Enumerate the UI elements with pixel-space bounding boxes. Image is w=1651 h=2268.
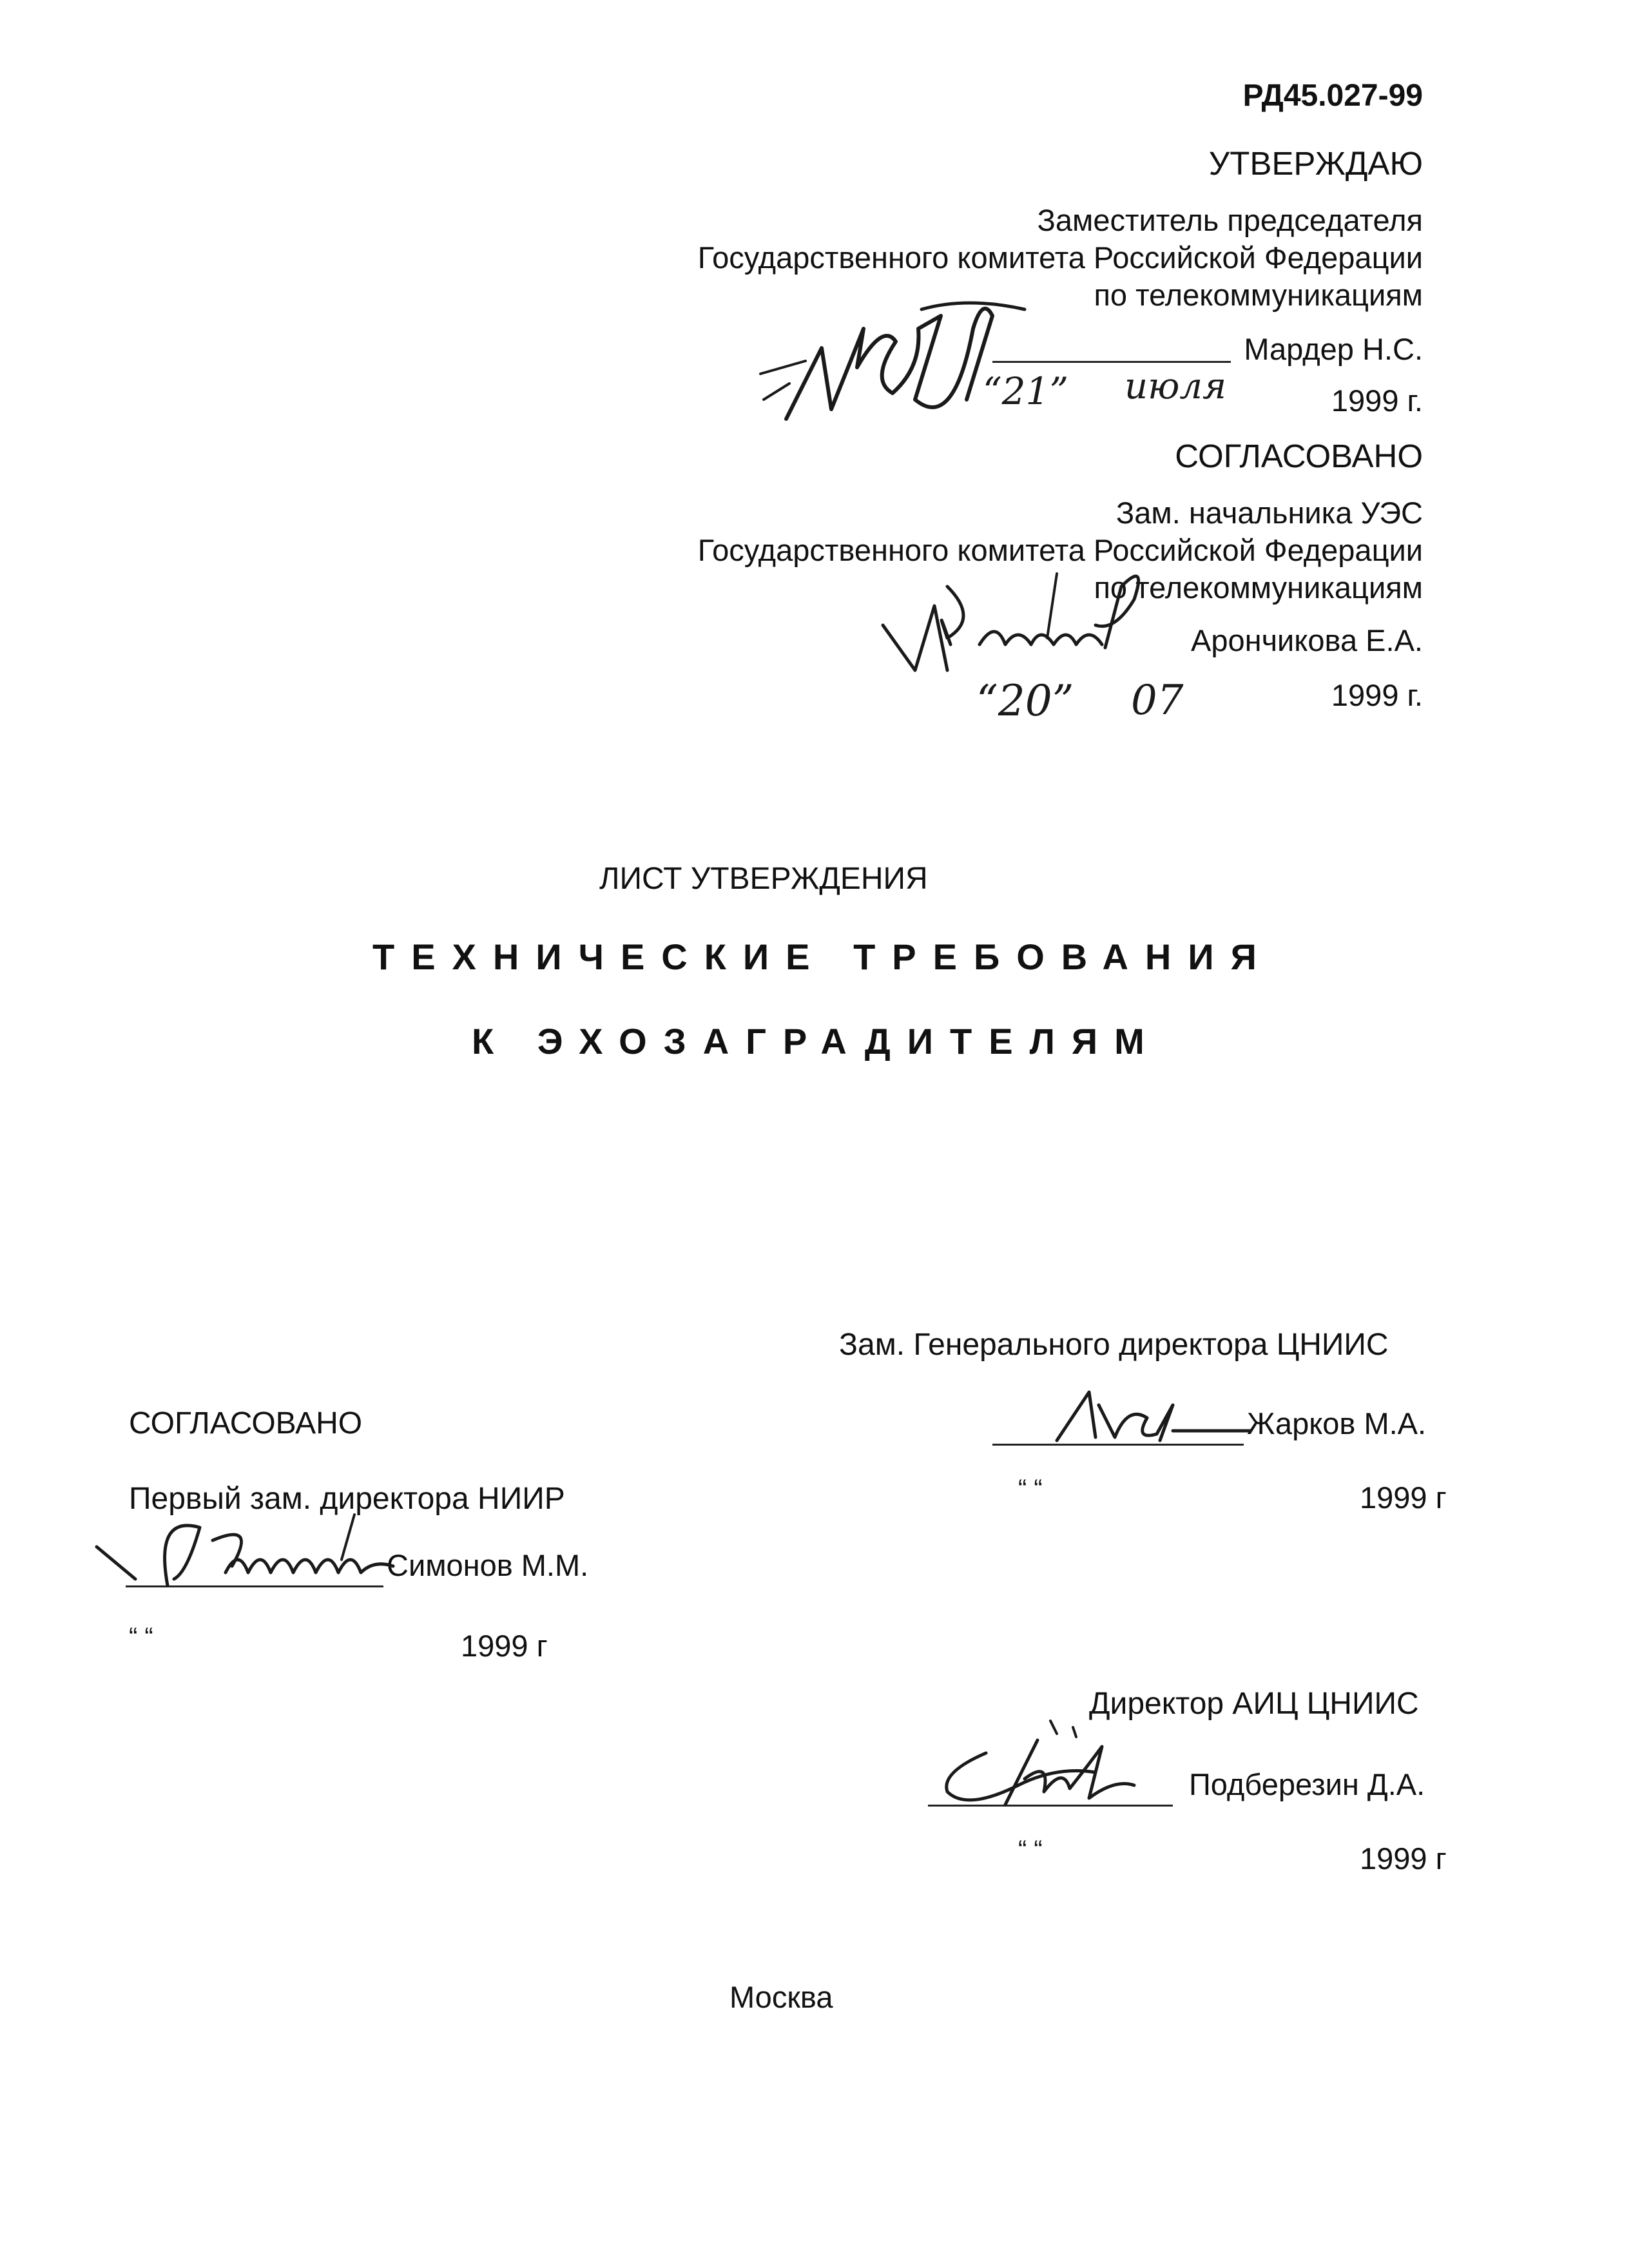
agreed-top-handwritten-month: 07 [1131,677,1184,724]
city: Москва [729,1980,833,2014]
left-signature [90,1502,412,1598]
approve-position-line1: Заместитель председателя [1037,203,1423,237]
sheet-title: ЛИСТ УТВЕРЖДЕНИЯ [599,862,928,896]
approve-signature [760,271,1096,432]
right-quotes1: “ “ [1018,1475,1043,1503]
agreed-top-signer-name: Арончикова Е.А. [1190,623,1423,657]
approve-signer-name: Мардер Н.С. [1244,332,1423,366]
agreed-top-position-line2: Государственного комитета Российской Федерации [697,533,1423,567]
approve-position-line3: по телекоммуникациям [1094,278,1423,312]
approve-position-line2: Государственного комитета Российской Федерации [697,240,1423,275]
document-code: РД45.027-99 [1242,79,1423,113]
left-position: Первый зам. директора НИИР [129,1482,565,1516]
approve-heading: УТВЕРЖДАЮ [1208,145,1423,182]
document-title-line1: ТЕХНИЧЕСКИЕ ТРЕБОВАНИЯ [372,936,1273,977]
left-year: 1999 г [461,1629,548,1663]
right-signer-name2: Подберезин Д.А. [1189,1767,1425,1801]
agreed-top-signature [876,561,1186,690]
left-signer-name: Симонов М.М. [387,1548,589,1582]
right-position1: Зам. Генерального директора ЦНИИС [839,1328,1389,1362]
agreed-top-heading: СОГЛАСОВАНО [1175,438,1423,474]
left-quotes: “ “ [129,1623,153,1651]
approve-handwritten-month: июля [1125,365,1227,407]
agreed-top-handwritten-day: “20” [976,676,1074,726]
right-quotes2: “ “ [1018,1836,1043,1864]
right-year1: 1999 г [1360,1480,1447,1515]
right-year2: 1999 г [1360,1841,1447,1875]
right-signature1 [1044,1379,1250,1450]
right-signature2 [928,1708,1160,1817]
document-title-line2: К ЭХОЗАГРАДИТЕЛЯМ [472,1021,1161,1061]
agreed-top-position-line1: Зам. начальника УЭС [1115,496,1423,530]
right-signer-name1: Жарков М.А. [1247,1406,1427,1440]
left-heading: СОГЛАСОВАНО [129,1406,363,1440]
agreed-top-position-line3: по телекоммуникациям [1094,570,1423,605]
approve-handwritten-day: “21” [983,369,1069,413]
approve-year: 1999 г. [1331,383,1423,418]
agreed-top-year: 1999 г. [1331,678,1423,712]
right-position2: Директор АИЦ ЦНИИС [1089,1687,1419,1721]
